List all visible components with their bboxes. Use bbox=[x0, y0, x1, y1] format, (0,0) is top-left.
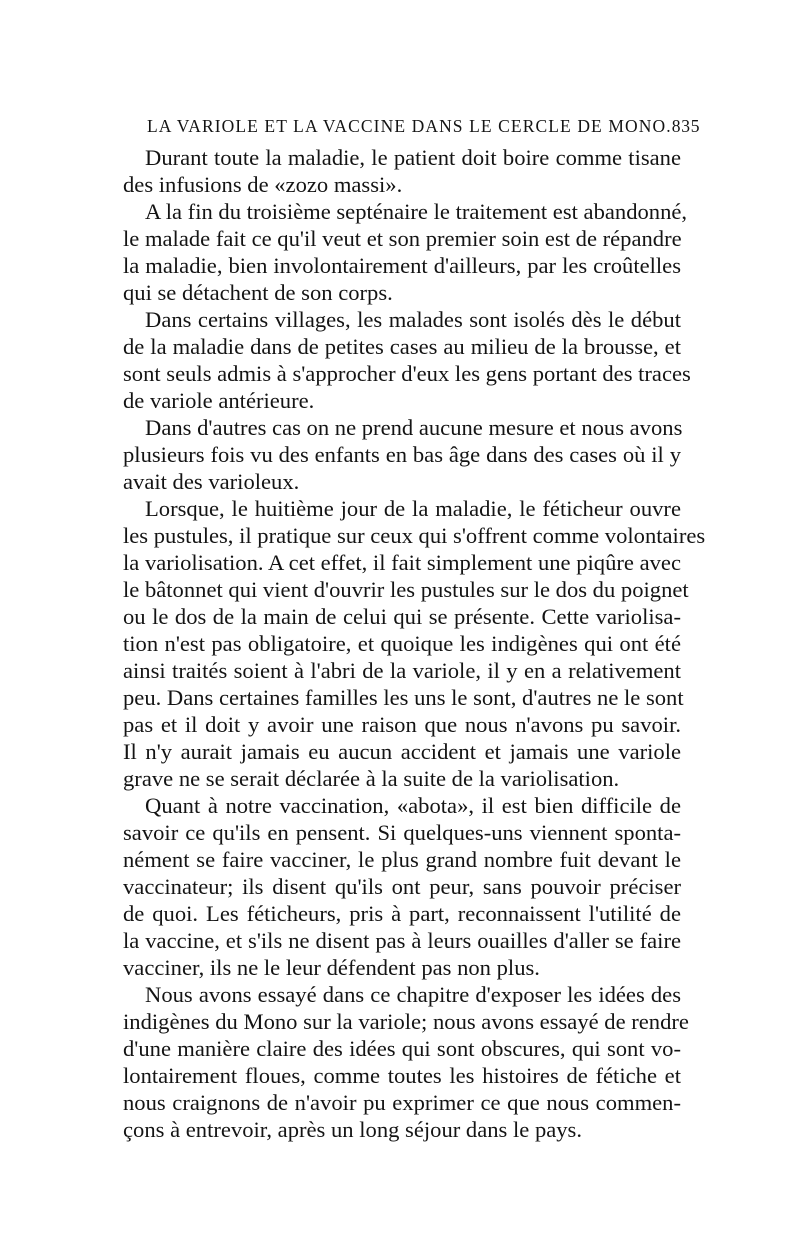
text-line: Il n'y aurait jamais eu aucun accident et jamais une variole bbox=[123, 739, 681, 764]
text-line: la vaccine, et s'ils ne disent pas à leurs ouailles d'aller se faire bbox=[123, 928, 681, 953]
paragraph bbox=[123, 144, 681, 198]
text-line: les pustules, il pratique sur ceux qui s'offrent comme volontaires bbox=[123, 523, 706, 548]
text-line: çons à entrevoir, après un long séjour dans le pays. bbox=[123, 1117, 583, 1142]
text-line: ainsi traités soient à l'abri de la variole, il y en a relativement bbox=[123, 658, 681, 683]
text-line: Dans d'autres cas on ne prend aucune mesure et nous avons bbox=[145, 415, 683, 440]
paragraph bbox=[123, 495, 706, 792]
text-line: savoir ce qu'ils en pensent. Si quelques-uns viennent sponta- bbox=[123, 820, 681, 845]
text-line: lontairement floues, comme toutes les histoires de fétiche et bbox=[123, 1063, 681, 1088]
text-line: tion n'est pas obligatoire, et quoique les indigènes qui ont été bbox=[123, 631, 681, 656]
paragraph bbox=[123, 198, 688, 306]
text-line: A la fin du troisième septénaire le traitement est abandonné, bbox=[145, 199, 688, 224]
text-line: nément se faire vacciner, le plus grand nombre fuit devant le bbox=[123, 847, 681, 872]
text-line: Durant toute la maladie, le patient doit boire comme tisane bbox=[145, 145, 681, 170]
text-line: Nous avons essayé dans ce chapitre d'exposer les idées des bbox=[145, 982, 681, 1007]
text-line: de variole antérieure. bbox=[123, 388, 315, 413]
text-line: nous craignons de n'avoir pu exprimer ce que nous commen- bbox=[123, 1090, 681, 1115]
running-header bbox=[147, 116, 701, 137]
text-line: le malade fait ce qu'il veut et son premier soin est de répandre bbox=[123, 226, 682, 251]
text-line: avait des varioleux. bbox=[123, 469, 300, 494]
text-line: plusieurs fois vu des enfants en bas âge dans des cases où il y bbox=[123, 442, 681, 467]
text-line: Lorsque, le huitième jour de la maladie, le féticheur ouvre bbox=[145, 496, 681, 521]
text-line: la variolisation. A cet effet, il fait simplement une piqûre avec bbox=[123, 550, 681, 575]
text-line: Dans certains villages, les malades sont isolés dès le début bbox=[145, 307, 681, 332]
paragraph bbox=[123, 981, 689, 1143]
text-line: indigènes du Mono sur la variole; nous avons essayé de rendre bbox=[123, 1009, 689, 1034]
running-title: LA VARIOLE ET LA VACCINE DANS LE CERCLE DE MONO. bbox=[147, 116, 672, 136]
text-line: qui se détachent de son corps. bbox=[123, 280, 393, 305]
paragraph bbox=[123, 792, 681, 981]
text-line: des infusions de «zozo massi». bbox=[123, 172, 403, 197]
text-line: grave ne se serait déclarée à la suite de la variolisation. bbox=[123, 766, 620, 791]
text-line: sont seuls admis à s'approcher d'eux les gens portant des traces bbox=[123, 361, 691, 386]
paragraph bbox=[123, 414, 681, 495]
text-line: d'une manière claire des idées qui sont obscures, qui sont vo- bbox=[123, 1036, 681, 1061]
text-line: pas et il doit y avoir une raison que nous n'avons pu savoir. bbox=[123, 712, 681, 737]
text-line: peu. Dans certaines familles les uns le sont, d'autres ne le sont bbox=[123, 685, 684, 710]
page-number: 835 bbox=[671, 116, 701, 136]
text-line: ou le dos de la main de celui qui se présente. Cette variolisa- bbox=[123, 604, 681, 629]
text-line: vacciner, ils ne le leur défendent pas non plus. bbox=[123, 955, 540, 980]
text-line: le bâtonnet qui vient d'ouvrir les pustules sur le dos du poignet bbox=[123, 577, 689, 602]
body-text bbox=[123, 144, 706, 1143]
text-line: la maladie, bien involontairement d'ailleurs, par les croûtelles bbox=[123, 253, 681, 278]
text-line: vaccinateur; ils disent qu'ils ont peur, sans pouvoir préciser bbox=[123, 874, 681, 899]
text-line: de la maladie dans de petites cases au milieu de la brousse, et bbox=[123, 334, 681, 359]
paragraph bbox=[123, 306, 691, 414]
text-line: Quant à notre vaccination, «abota», il est bien difficile de bbox=[145, 793, 681, 818]
text-line: de quoi. Les féticheurs, pris à part, reconnaissent l'utilité de bbox=[123, 901, 681, 926]
